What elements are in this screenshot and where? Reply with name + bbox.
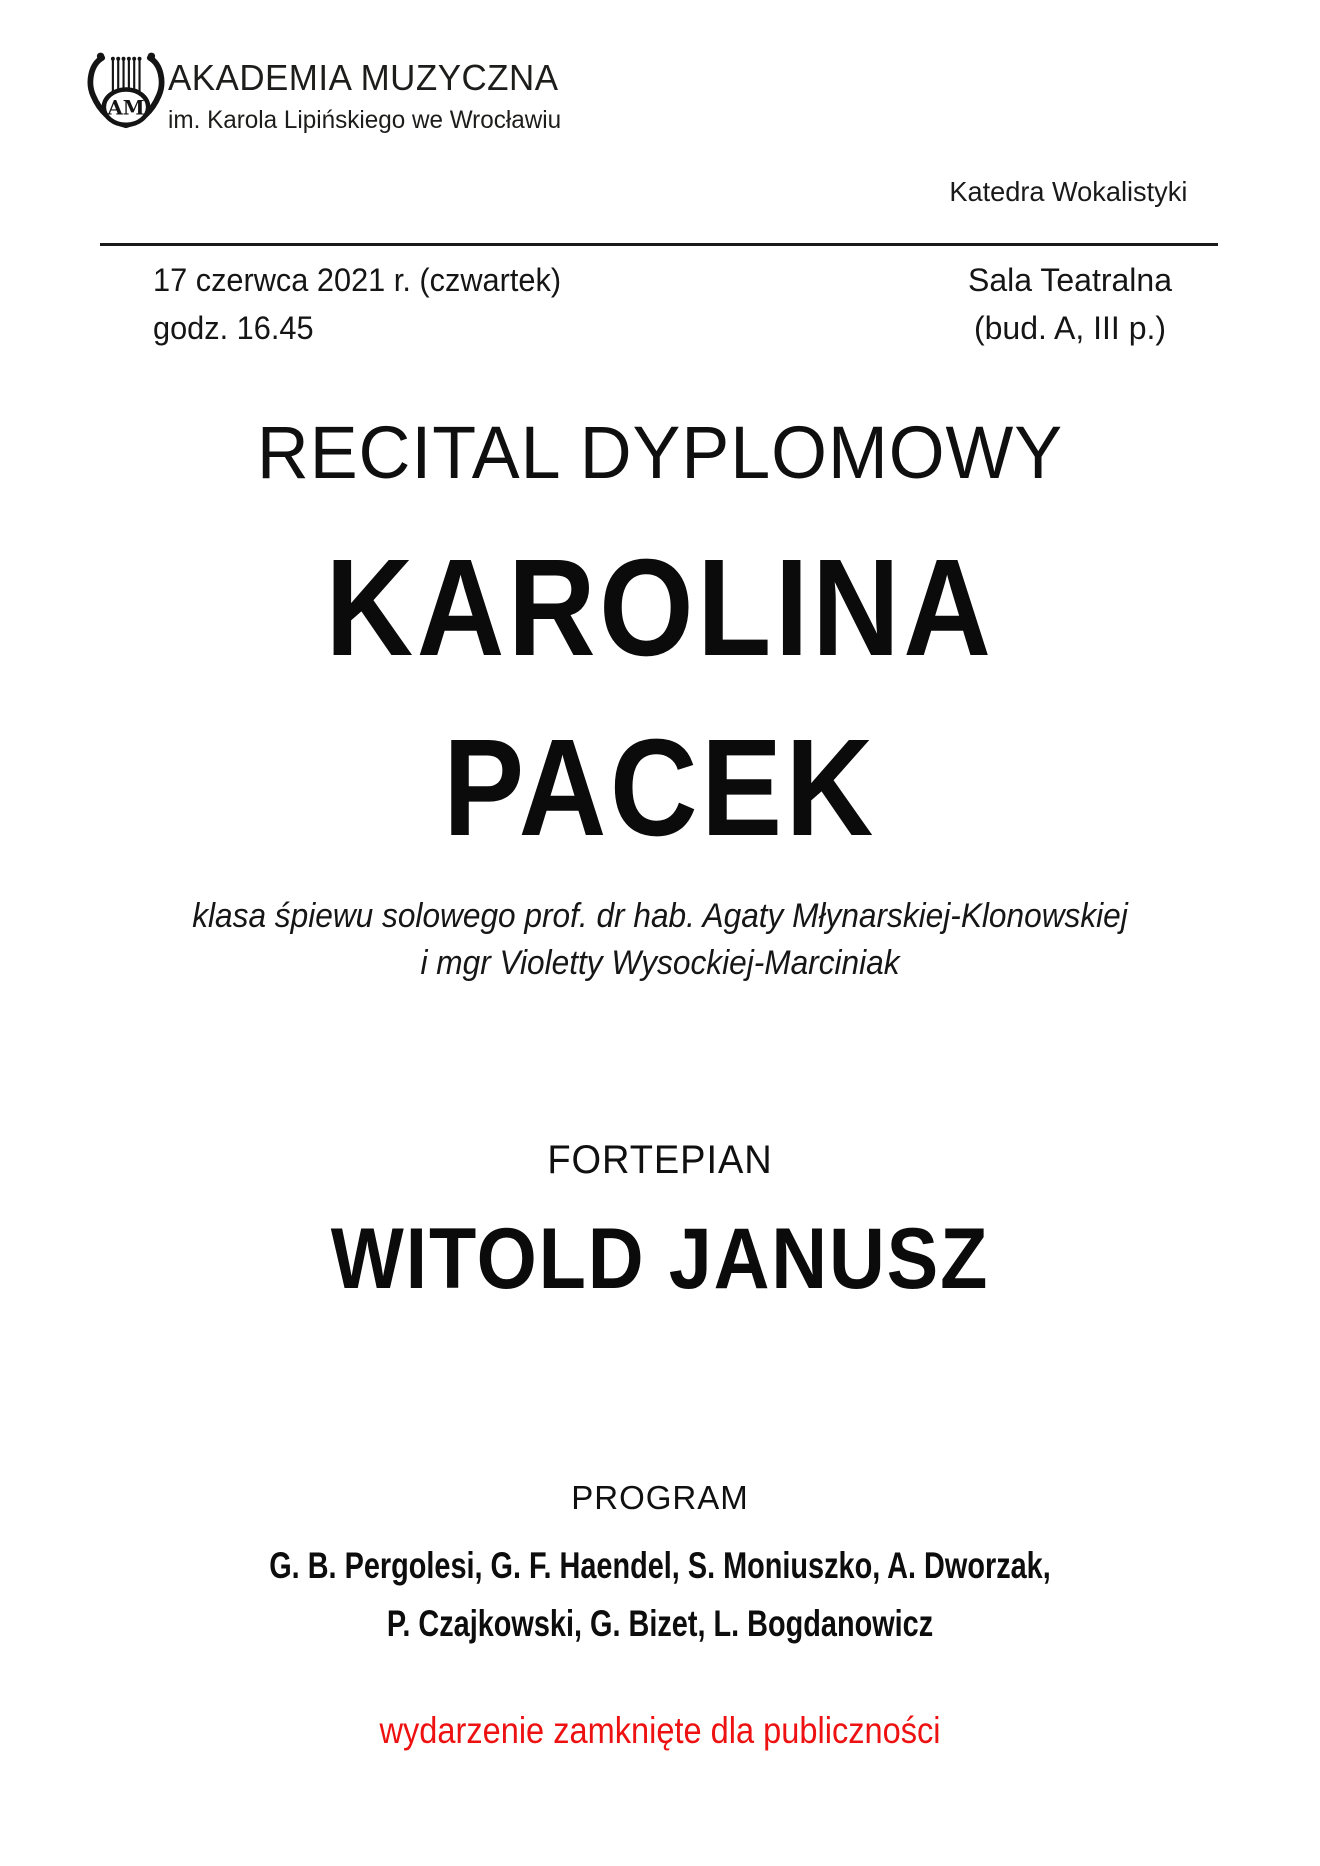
department-label: Katedra Wokalistyki: [949, 176, 1187, 207]
closed-event-notice: wydarzenie zamknięte dla publiczności: [379, 1710, 941, 1751]
composers-line-2: P. Czajkowski, G. Bizet, L. Bogdanowicz: [386, 1603, 934, 1644]
institution-subtitle: im. Karola Lipińskiego we Wrocławiu: [168, 106, 562, 134]
voice-class-line-1: klasa śpiewu solowego prof. dr hab. Agaty Młynarskiej-Klonowskiej: [192, 897, 1128, 935]
accompanist-name: WITOLD JANUSZ: [330, 1211, 990, 1307]
voice-class-credit: [46, 893, 1274, 987]
program-heading: PROGRAM: [571, 1479, 749, 1516]
composers-line-1: G. B. Pergolesi, G. F. Haendel, S. Moniuszko, A. Dworzak,: [269, 1545, 1051, 1586]
event-datetime-block: [153, 256, 561, 352]
event-venue-detail: (bud. A, III p.): [973, 310, 1167, 346]
performer-last-name: PACEK: [443, 711, 877, 865]
event-venue: Sala Teatralna: [968, 262, 1172, 298]
logo-monogram: AM: [107, 96, 145, 120]
voice-class-line-2: i mgr Violetty Wysockiej-Marciniak: [420, 944, 900, 982]
accompanist-role: FORTEPIAN: [547, 1138, 773, 1182]
performer-first-name: KAROLINA: [325, 531, 995, 685]
lyre-icon: [85, 46, 167, 142]
event-date: 17 czerwca 2021 r. (czwartek): [153, 262, 562, 298]
event-venue-block: [880, 256, 1260, 352]
recital-title: RECITAL DYPLOMOWY: [256, 411, 1064, 494]
academy-logo: [85, 46, 167, 142]
institution-name: AKADEMIA MUZYCZNA: [168, 57, 559, 98]
institution-block: [168, 57, 573, 135]
divider-line: [100, 243, 1218, 246]
performer-name: [79, 518, 1241, 878]
composers-list: [145, 1537, 1175, 1653]
event-time: godz. 16.45: [153, 310, 314, 346]
